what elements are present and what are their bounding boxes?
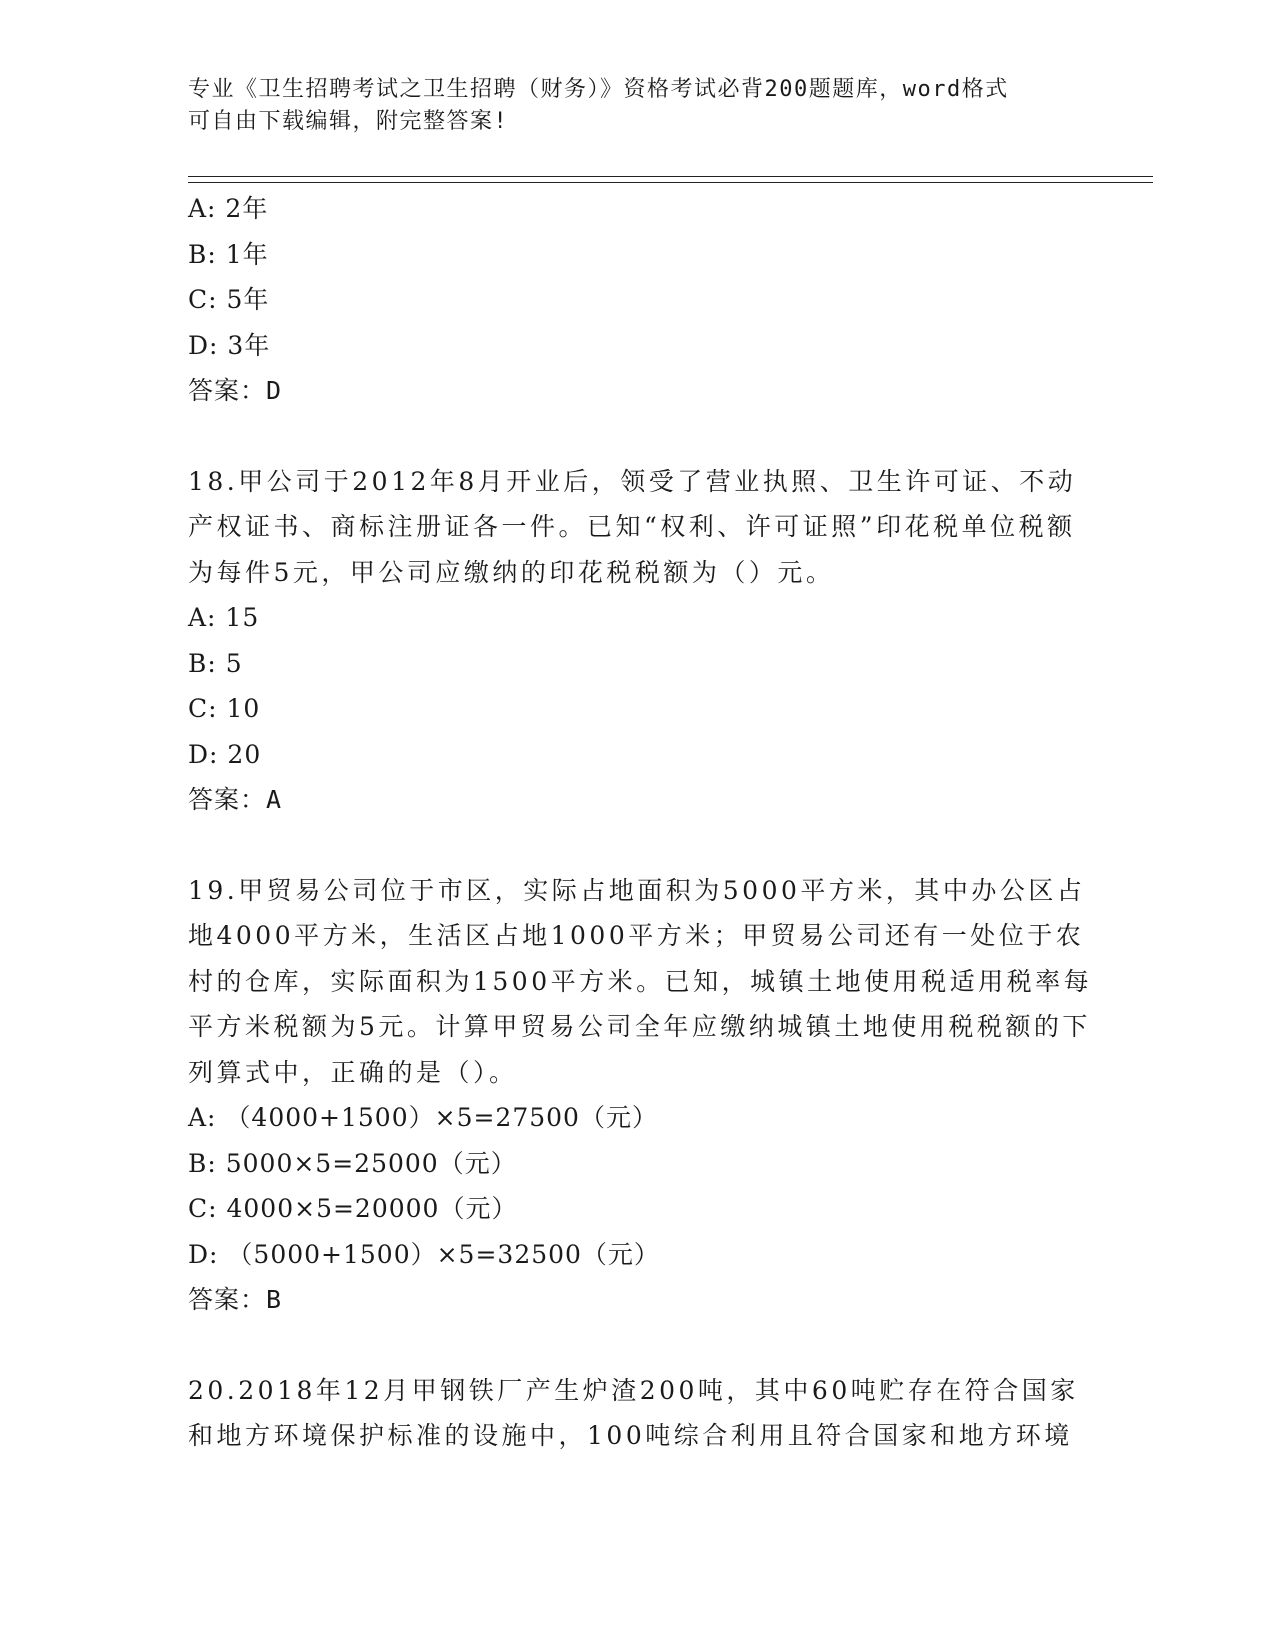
- q17-option-a: A: 2年: [188, 194, 269, 223]
- question-list: [188, 186, 1093, 1459]
- q20-stem: 20.2018年12月甲钢铁厂产生炉渣200吨，其中60吨贮存在符合国家和地方环境保护标准的设施中，100吨综合利用且符合国家和地方环境: [188, 1375, 1079, 1450]
- question-19: [188, 868, 1093, 1323]
- q18-answer: 答案：A: [188, 785, 283, 814]
- header-divider-top: [188, 176, 1153, 177]
- q19-option-c: C: 4000×5=20000（元）: [188, 1194, 518, 1223]
- q17-option-b: B: 1年: [188, 239, 269, 269]
- q19-option-b: B: 5000×5=25000（元）: [188, 1148, 517, 1178]
- header-divider-bottom: [188, 182, 1153, 183]
- question-20: [188, 1368, 1093, 1459]
- header-line-1: 专业《卫生招聘考试之卫生招聘（财务）》资格考试必背200题题库，word格式: [188, 77, 1009, 102]
- question-18: [188, 459, 1093, 823]
- question-17: [188, 186, 1093, 414]
- q17-answer: 答案：D: [188, 376, 283, 405]
- q18-option-a: A: 15: [188, 603, 260, 632]
- document-header: [188, 74, 1088, 138]
- q17-option-d: D: 3年: [188, 330, 271, 360]
- q19-answer: 答案：B: [188, 1285, 283, 1314]
- q18-option-b: B: 5: [188, 648, 243, 678]
- q17-option-c: C: 5年: [188, 285, 270, 314]
- q18-option-c: C: 10: [188, 694, 261, 723]
- header-line-2: 可自由下载编辑，附完整答案!: [188, 109, 509, 134]
- q18-option-d: D: 20: [188, 739, 262, 769]
- q19-option-a: A: （4000+1500）×5=27500（元）: [188, 1103, 658, 1132]
- q18-stem: 18.甲公司于2012年8月开业后，领受了营业执照、卫生许可证、不动产权证书、商标注册证各一件。已知“权利、许可证照”印花税单位税额为每件5元，甲公司应缴纳的印花税税额为（）元。: [188, 466, 1077, 587]
- q19-option-d: D: （5000+1500）×5=32500（元）: [188, 1239, 660, 1269]
- q19-stem: 19.甲贸易公司位于市区，实际占地面积为5000平方米，其中办公区占地4000平方米，生活区占地1000平方米；甲贸易公司还有一处位于农村的仓库，实际面积为1500平方米。已知，城镇土地使用税适用税率每平方米税额为5元。计算甲贸易公司全年应缴纳城镇土地使用税税额的下列算式中，正确的是（）。: [188, 875, 1093, 1087]
